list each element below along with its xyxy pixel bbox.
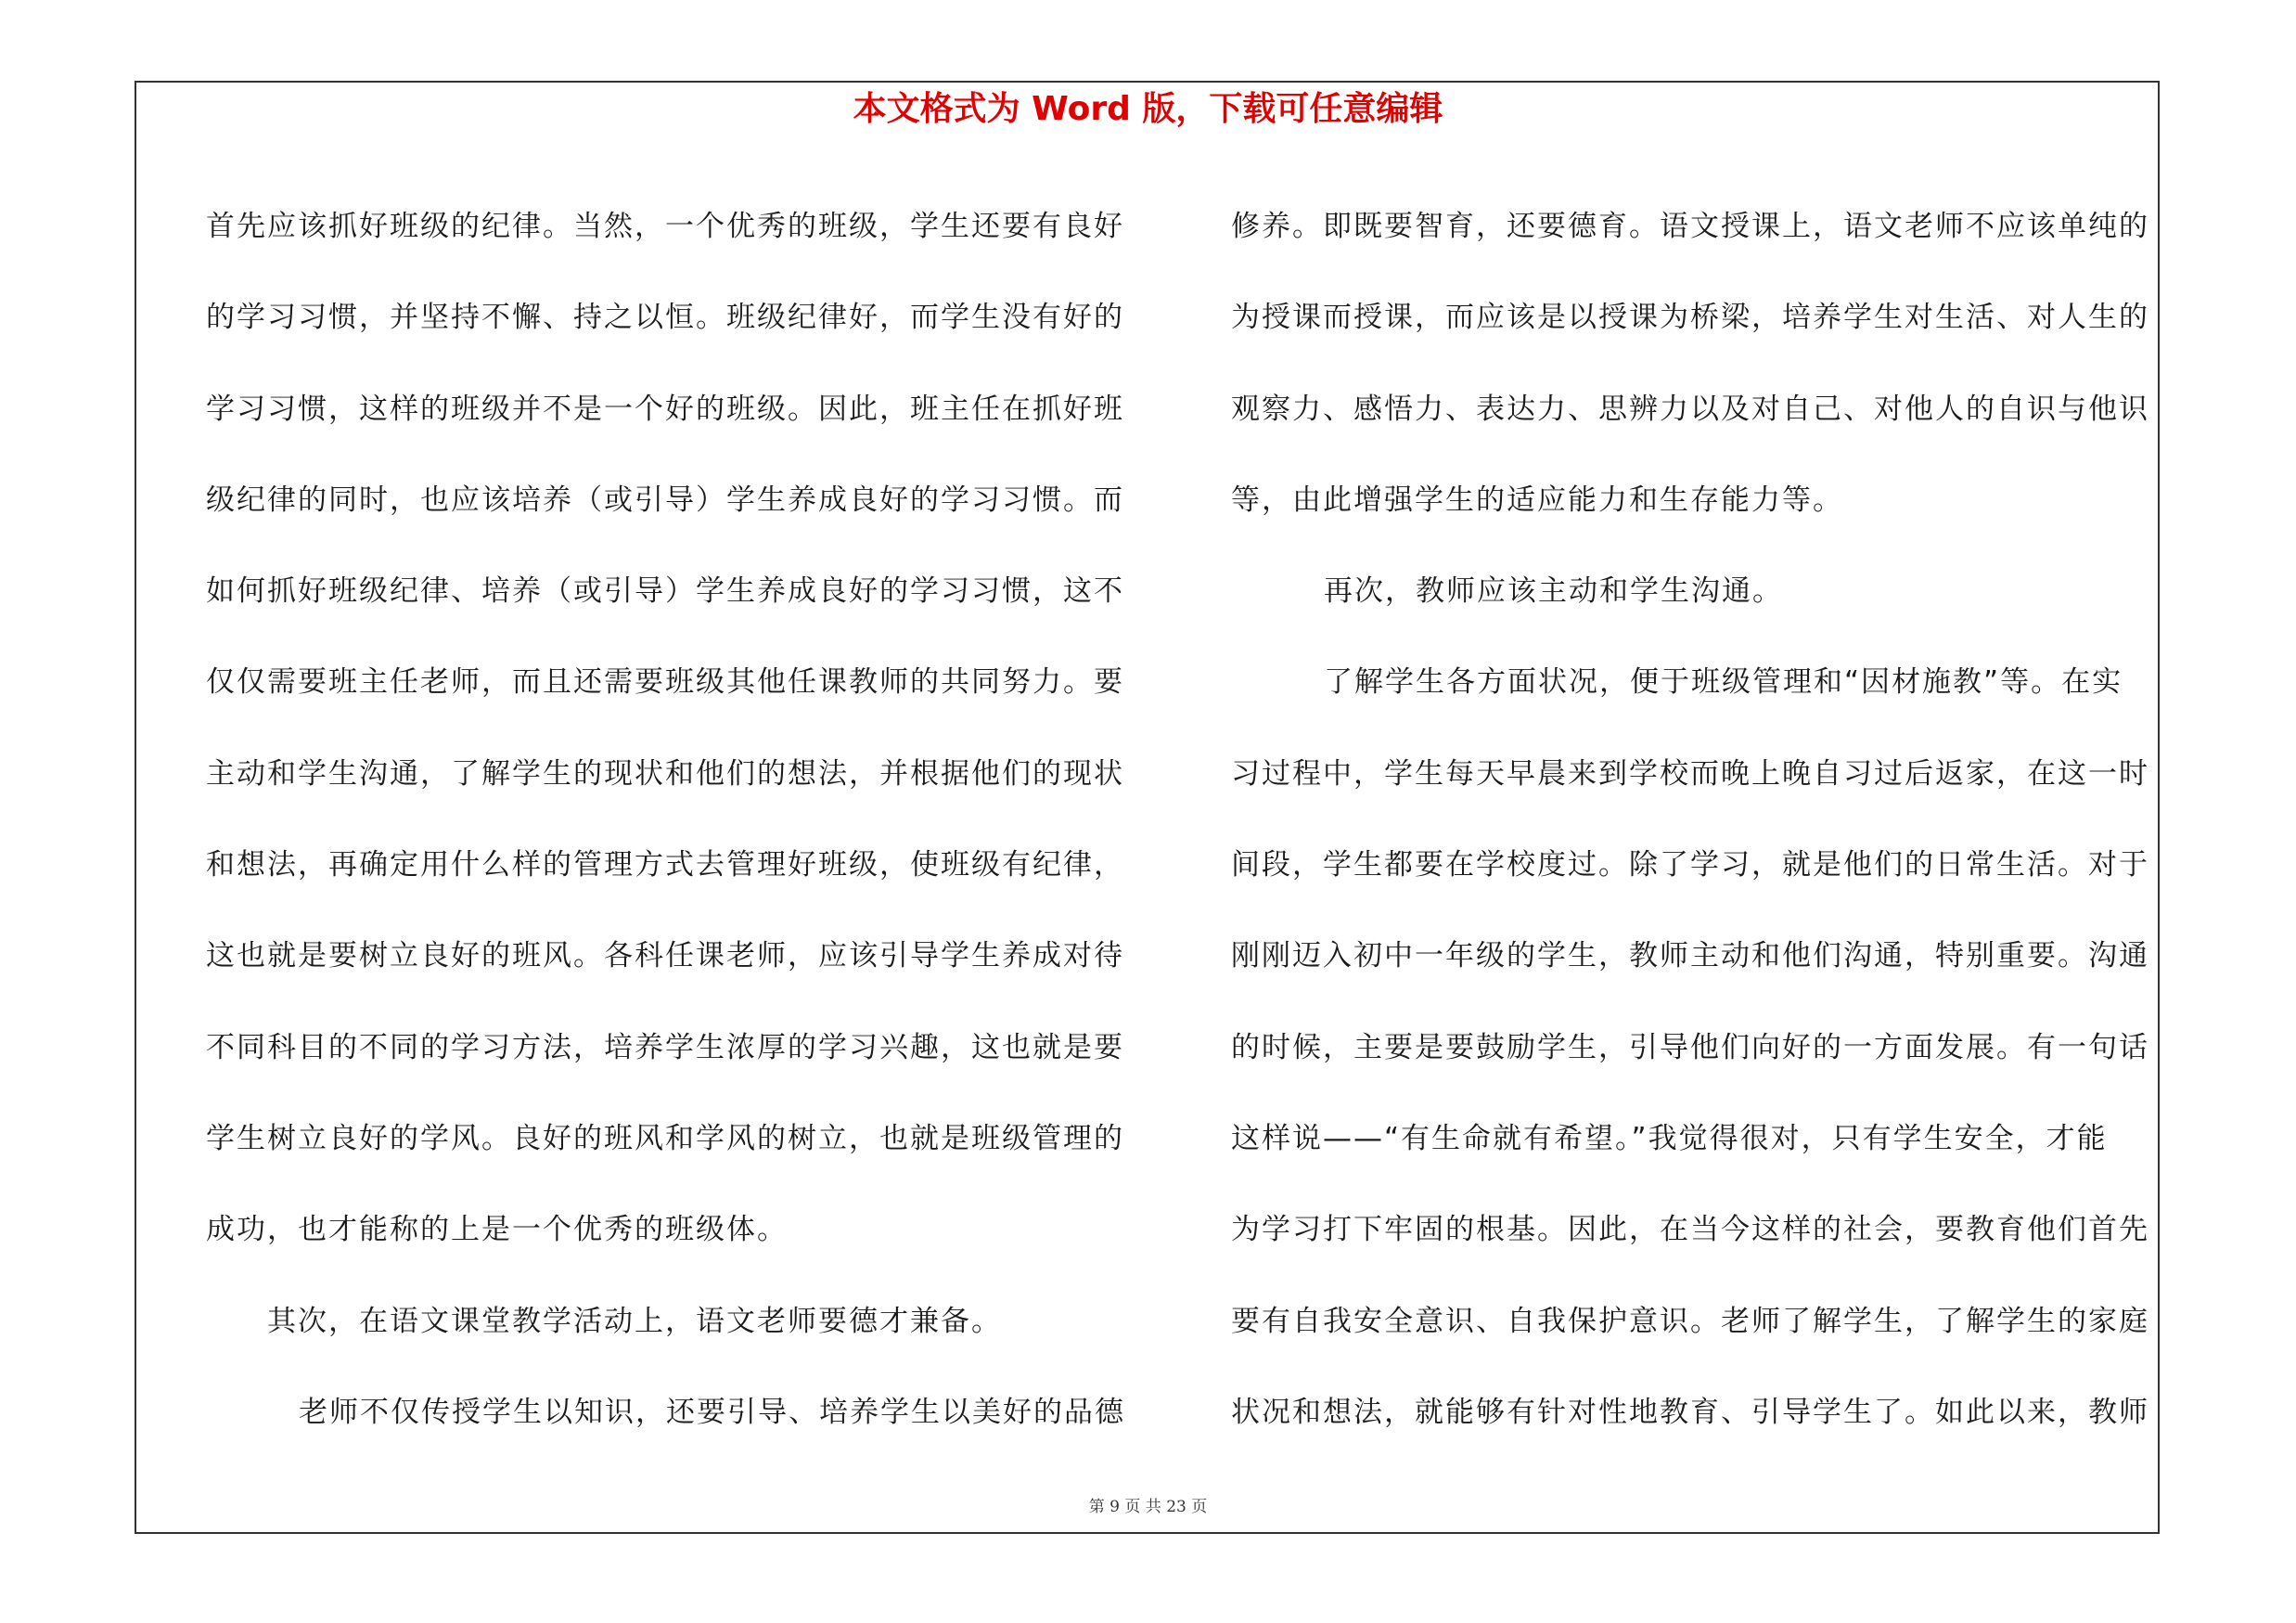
right-column	[1231, 181, 2159, 1458]
text-line: 为学习打下牢固的根基。因此，在当今这样的社会，要教育他们首先	[1231, 1213, 2149, 1247]
text-line: 状况和想法，就能够有针对性地教育、引导学生了。如此以来，教师	[1231, 1395, 2149, 1429]
page-number: 第 9 页 共 23 页	[1088, 1498, 1208, 1516]
text-line: 和想法，再确定用什么样的管理方式去管理好班级，使班级有纪律，	[206, 848, 1124, 882]
paragraph-heading-line: 再次，教师应该主动和学生沟通。	[1324, 574, 1783, 609]
text-line: 的学习习惯，并坚持不懈、持之以恒。班级纪律好，而学生没有好的	[206, 301, 1124, 335]
text-line: 修养。即既要智育，还要德育。语文授课上，语文老师不应该单纯的	[1231, 210, 2149, 243]
text-line: 首先应该抓好班级的纪律。当然，一个优秀的班级，学生还要有良好	[206, 210, 1124, 243]
text-line: 这也就是要树立良好的班风。各科任课老师，应该引导学生养成对待	[206, 939, 1124, 973]
left-column	[206, 181, 1134, 1458]
text-line: 不同科目的不同的学习方法，培养学生浓厚的学习兴趣，这也就是要	[206, 1030, 1124, 1064]
text-line: 等，由此增强学生的适应能力和生存能力等。	[1231, 483, 1843, 517]
text-line: 要有自我安全意识、自我保护意识。老师了解学生，了解学生的家庭	[1231, 1304, 2149, 1338]
paragraph-start-line: 老师不仅传授学生以知识，还要引导、培养学生以美好的品德	[299, 1395, 1125, 1429]
text-line: 间段，学生都要在学校度过。除了学习，就是他们的日常生活。对于	[1231, 848, 2149, 882]
format-banner: 本文格式为 Word 版，下载可任意编辑	[853, 90, 1443, 128]
text-line: 习过程中，学生每天早晨来到学校而晚上晚自习过后返家，在这一时	[1231, 756, 2149, 791]
paragraph-start-line: 了解学生各方面状况，便于班级管理和“因材施教”等。在实	[1324, 665, 2123, 700]
text-line: 观察力、感悟力、表达力、思辨力以及对自己、对他人的自识与他识	[1231, 392, 2149, 426]
paragraph-heading-line: 其次，在语文课堂教学活动上，语文老师要德才兼备。	[267, 1304, 1002, 1338]
text-line: 刚刚迈入初中一年级的学生，教师主动和他们沟通，特别重要。沟通	[1231, 939, 2149, 973]
text-line: 为授课而授课，而应该是以授课为桥梁，培养学生对生活、对人生的	[1231, 301, 2149, 335]
text-line: 学生树立良好的学风。良好的班风和学风的树立，也就是班级管理的	[206, 1121, 1124, 1155]
text-line: 如何抓好班级纪律、培养（或引导）学生养成良好的学习习惯，这不	[206, 574, 1124, 609]
text-line: 这样说——“有生命就有希望。”我觉得很对，只有学生安全，才能	[1231, 1121, 2108, 1155]
text-line: 学习习惯，这样的班级并不是一个好的班级。因此，班主任在抓好班	[206, 392, 1124, 426]
text-line: 级纪律的同时，也应该培养（或引导）学生养成良好的学习习惯。而	[206, 483, 1124, 517]
text-line: 的时候，主要是要鼓励学生，引导他们向好的一方面发展。有一句话	[1231, 1030, 2149, 1064]
text-line: 主动和学生沟通，了解学生的现状和他们的想法，并根据他们的现状	[206, 756, 1124, 791]
text-line: 仅仅需要班主任老师，而且还需要班级其他任课教师的共同努力。要	[206, 665, 1124, 700]
text-line: 成功，也才能称的上是一个优秀的班级体。	[206, 1213, 788, 1247]
